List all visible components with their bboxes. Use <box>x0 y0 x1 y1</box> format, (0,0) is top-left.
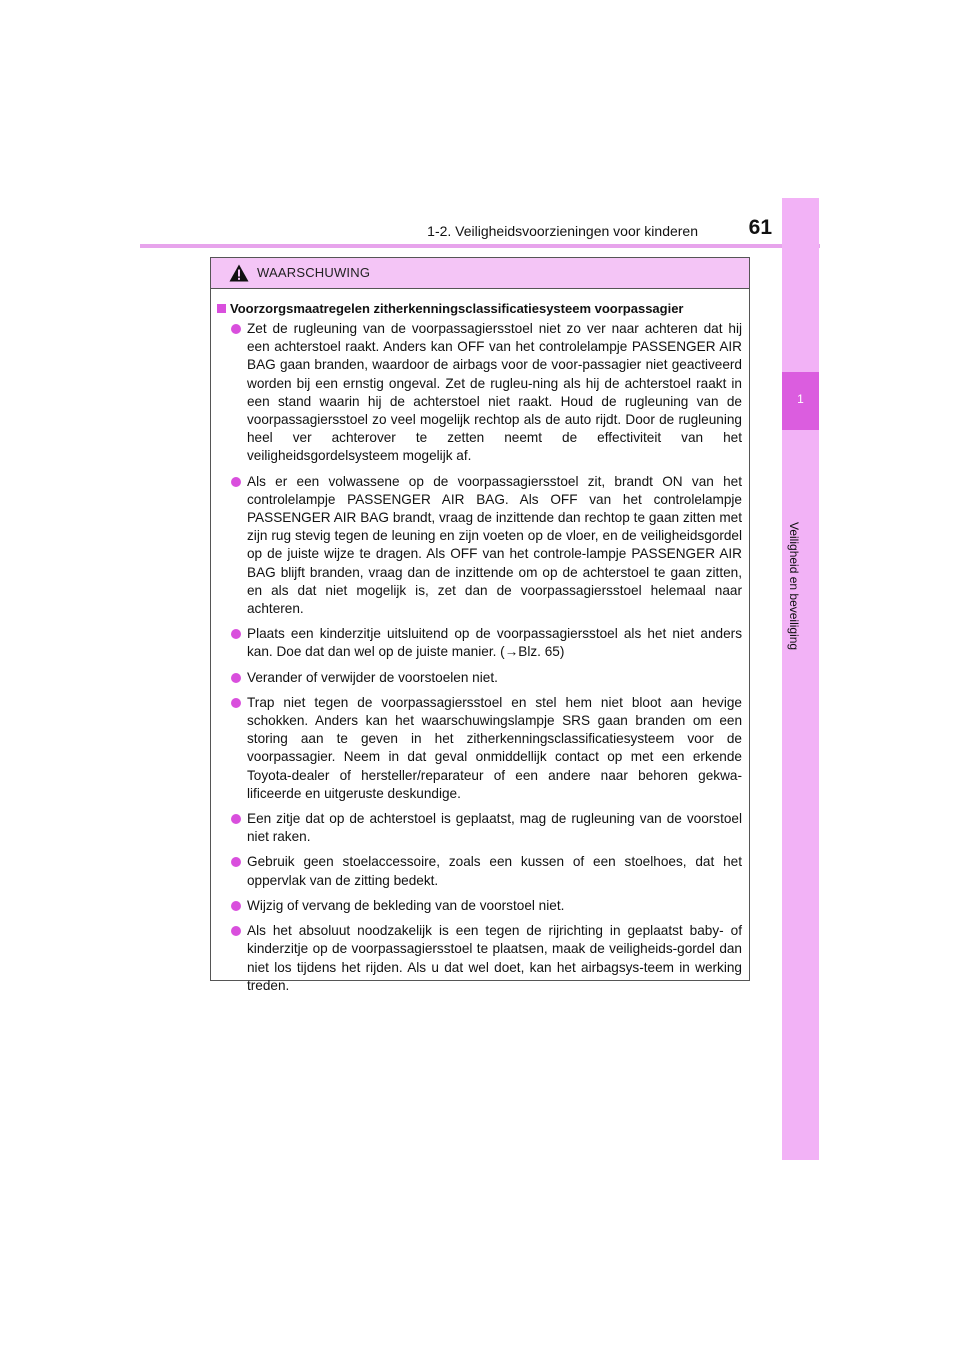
bullet-dot-icon <box>231 324 241 334</box>
list-item <box>217 853 742 889</box>
header-divider <box>140 244 820 248</box>
list-item <box>217 625 742 661</box>
subheading-text: Voorzorgsmaatregelen zitherkenningsclassificatiesysteem voorpassagier <box>230 301 684 316</box>
chapter-title: Veiligheid en beveiliging <box>787 522 801 651</box>
list-item-text: Als er een volwassene op de voorpassagiersstoel zit, brandt ON van het controlelampje PASSENGER AIR BAG. Als OFF van het controlelampje PASSENGER AIR BAG brandt, vraag de inzittende dan rechtop te gaan zitten met zijn rug stevig tegen de leuning en zijn voeten op de vloer, en de veiligheidsgordel op de juiste wijze te dragen. Als OFF van het controle-lampje PASSENGER AIR BAG blijft branden, vraag dan de inzittende om op de achterstoel te gaan zitten, en als dat niet mogelijk is, zet dan de voorpassagiersstoel helemaal naar achteren. <box>247 473 742 617</box>
warning-box <box>210 257 750 993</box>
list-item <box>217 320 742 466</box>
list-item-text: Een zitje dat op de achterstoel is geplaatst, mag de rugleuning van de voorstoel niet raken. <box>247 811 742 845</box>
warning-triangle-icon <box>229 264 249 282</box>
bullet-dot-icon <box>231 857 241 867</box>
chapter-number: 1 <box>797 392 804 406</box>
list-item-text: Wijzig of vervang de bekleding van de voorstoel niet. <box>247 897 565 913</box>
list-item <box>217 810 742 846</box>
warning-header <box>211 258 749 289</box>
bullet-dot-icon <box>231 673 241 683</box>
bullet-dot-icon <box>231 926 241 936</box>
bullet-dot-icon <box>231 814 241 824</box>
list-item <box>217 473 742 619</box>
list-item <box>217 694 742 803</box>
warning-title: WAARSCHUWING <box>257 265 371 280</box>
list-item-text: Plaats een kinderzitje uitsluitend op de voorpassagiersstoel als het niet anders kan. Doe dat dan wel op de juiste manier. (→Blz. 65) <box>247 626 742 660</box>
warning-list <box>217 320 742 995</box>
chapter-side-tab <box>782 198 819 1160</box>
bullet-dot-icon <box>231 901 241 911</box>
list-item-text: Trap niet tegen de voorpassagiersstoel en stel hem niet bloot aan hevige schokken. Anders kan het waarschuwingslampje SRS gaan branden om een storing aan te geven in het zitherkenningsclassificatiesysteem voor de voorpassagier. Neem in dat geval onmiddellijk contact op met een erkende Toyota-dealer of hersteller/reparateur of een andere naar behoren gekwa-lificeerde en uitgeruste deskundige. <box>247 694 742 801</box>
warning-body <box>211 289 749 995</box>
bullet-dot-icon <box>231 477 241 487</box>
warning-subheading <box>217 300 742 318</box>
page-number: 61 <box>748 216 772 239</box>
list-item <box>217 669 742 687</box>
square-bullet-icon <box>217 304 226 313</box>
list-item <box>217 897 742 915</box>
section-title: 1-2. Veiligheidsvoorzieningen voor kinderen <box>427 223 698 239</box>
list-item-text: Zet de rugleuning van de voorpassagiersstoel niet zo ver naar achteren dat hij een achterstoel raakt. Anders kan OFF van het controlelampje PASSENGER AIR BAG gaan branden, waardoor de airbags voor de voor-passagier niet geactiveerd worden bij een ernstig ongeval. Zet de rugleu-ning als hij de achterstoel raakt in een stand waarin hij de achterstoel niet raakt. Houd de rugleuning van de voorpassagiersstoel zo veel mogelijk rechtop als de auto rijdt. Door de rugleuning heel ver achterover te zetten neemt de effectiviteit van het veiligheidsgordelsysteem mogelijk af. <box>247 321 742 464</box>
list-item-text: Verander of verwijder de voorstoelen niet. <box>247 669 498 685</box>
page-header <box>140 210 820 248</box>
list-item <box>217 922 742 995</box>
list-item-text: Als het absoluut noodzakelijk is een tegen de rijrichting in geplaatst baby- of kinderzitje op de voorpassagiersstoel te plaatsen, maak de veiligheids-gordel dan niet los tijdens het rijden. Als u dat wel doet, kan het airbagsys-teem in werking treden. <box>247 923 742 993</box>
bullet-dot-icon <box>231 698 241 708</box>
list-item-text: Gebruik geen stoelaccessoire, zoals een kussen of een stoelhoes, dat het oppervlak van de zitting bedekt. <box>247 854 742 888</box>
bullet-dot-icon <box>231 629 241 639</box>
